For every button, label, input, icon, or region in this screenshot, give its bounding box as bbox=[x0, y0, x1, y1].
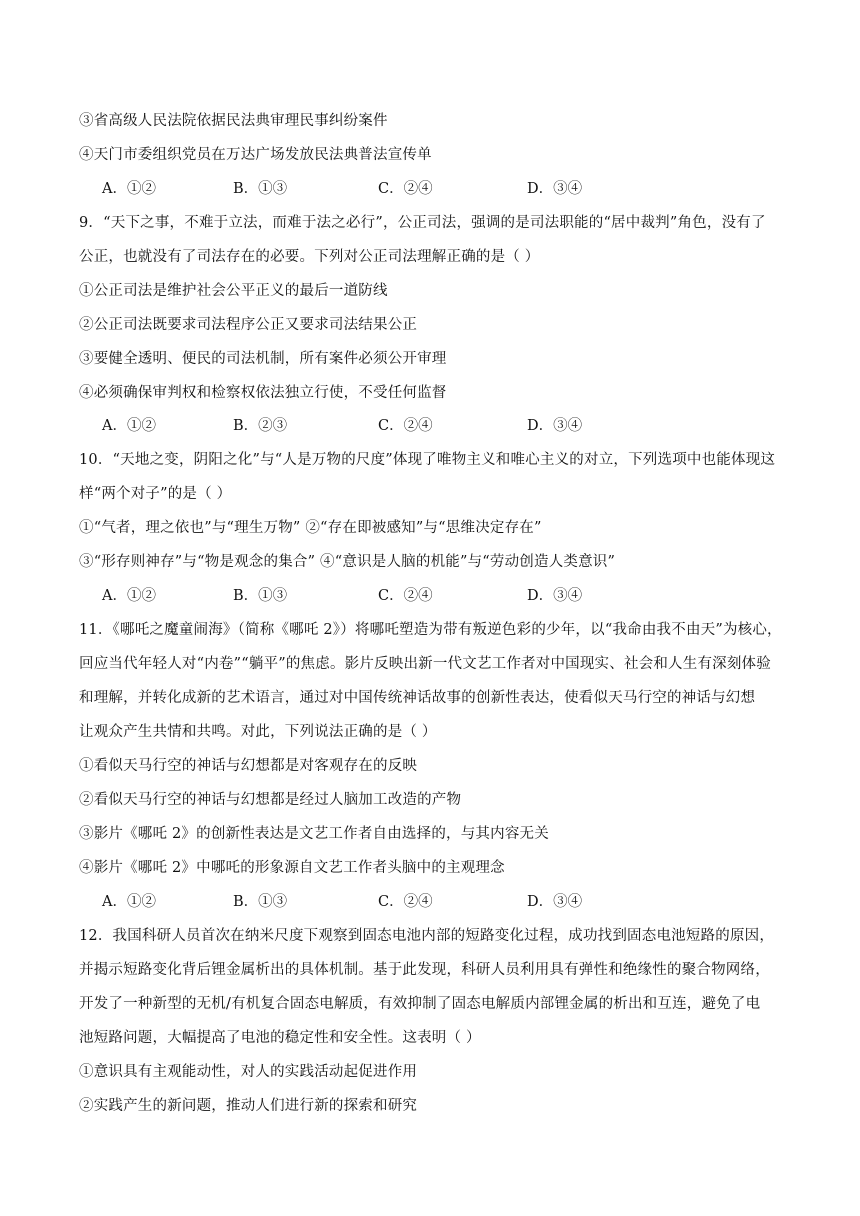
q12-stem-line-1: 12．我国科研人员首次在纳米尺度下观察到固态电池内部的短路变化过程，成功找到固态电池短路的原因， bbox=[79, 928, 775, 944]
q12-item-1: ①意识具有主观能动性，对人的实践活动起促进作用 bbox=[79, 1064, 418, 1080]
q12-item-2: ②实践产生的新问题，推动人们进行新的探索和研究 bbox=[79, 1098, 418, 1114]
q11-item-4: ④影片《哪吒 2》中哪吒的形象源自文艺工作者头脑中的主观理念 bbox=[79, 860, 505, 876]
q8-item-4: ④天门市委组织党员在万达广场发放民法典普法宣传单 bbox=[79, 147, 432, 163]
q9-option-d[interactable]: D．③④ bbox=[527, 418, 583, 434]
q11-stem-line-3: 和理解，并转化成新的艺术语言，通过对中国传统神话故事的创新性表达，使看似天马行空的神话与幻想 bbox=[79, 690, 756, 706]
q11-option-b[interactable]: B．①③ bbox=[233, 894, 288, 910]
q10-option-b[interactable]: B．①③ bbox=[233, 588, 288, 604]
q10-option-c[interactable]: C．②④ bbox=[378, 588, 433, 604]
q9-item-3: ③要健全透明、便民的司法机制，所有案件必须公开审理 bbox=[79, 351, 447, 367]
q9-item-4: ④必须确保审判权和检察权依法独立行使，不受任何监督 bbox=[79, 385, 447, 401]
q11-option-a[interactable]: A．①② bbox=[102, 894, 156, 910]
q9-item-1: ①公正司法是维护社会公平正义的最后一道防线 bbox=[79, 283, 388, 299]
q11-stem-line-2: 回应当代年轻人对“内卷”“躺平”的焦虑。影片反映出新一代文艺工作者对中国现实、社会和人生有深刻体验 bbox=[79, 656, 771, 672]
q11-item-1: ①看似天马行空的神话与幻想都是对客观存在的反映 bbox=[79, 758, 418, 774]
q8-option-b[interactable]: B．①③ bbox=[233, 181, 288, 197]
q8-option-c[interactable]: C．②④ bbox=[378, 181, 433, 197]
q9-option-b[interactable]: B．②③ bbox=[233, 418, 288, 434]
q11-stem-line-4: 让观众产生共情和共鸣。对此，下列说法正确的是（ ） bbox=[79, 724, 437, 740]
q11-option-d[interactable]: D．③④ bbox=[527, 894, 583, 910]
q9-option-c[interactable]: C．②④ bbox=[378, 418, 433, 434]
q8-item-3: ③省高级人民法院依据民法典审理民事纠纷案件 bbox=[79, 113, 388, 129]
q12-stem-line-2: 并揭示短路变化背后锂金属析出的具体机制。基于此发现，科研人员利用具有弹性和绝缘性的聚合物网络， bbox=[79, 962, 770, 978]
q10-option-d[interactable]: D．③④ bbox=[527, 588, 583, 604]
q12-stem-line-4: 池短路问题，大幅提高了电池的稳定性和安全性。这表明（ ） bbox=[79, 1030, 481, 1046]
q10-stem-line-2: 样“两个对子”的是（ ） bbox=[79, 486, 232, 502]
q9-stem-line-1: 9．“天下之事，不难于立法，而难于法之必行”，公正司法，强调的是司法职能的“居中裁判”角色，没有了 bbox=[79, 215, 766, 231]
q11-item-3: ③影片《哪吒 2》的创新性表达是文艺工作者自由选择的，与其内容无关 bbox=[79, 826, 549, 842]
q9-item-2: ②公正司法既要求司法程序公正又要求司法结果公正 bbox=[79, 317, 418, 333]
q8-option-d[interactable]: D．③④ bbox=[527, 181, 583, 197]
q10-items-row-2: ③“形存则神存”与“物是观念的集合” ④“意识是人脑的机能”与“劳动创造人类意识” bbox=[79, 554, 616, 570]
q11-stem-line-1: 11．《哪吒之魔童闹海》（简称《哪吒 2》）将哪吒塑造为带有叛逆色彩的少年，以“我命由我不由天”为核心， bbox=[79, 622, 782, 638]
q10-items-row-1: ①“气者，理之依也”与“理生万物” ②“存在即被感知”与“思维决定存在” bbox=[79, 520, 542, 536]
q10-stem-line-1: 10．“天地之变，阴阳之化”与“人是万物的尺度”体现了唯物主义和唯心主义的对立，下列选项中也能体现这 bbox=[79, 452, 776, 468]
q12-stem-line-3: 开发了一种新型的无机/有机复合固态电解质，有效抑制了固态电解质内部锂金属的析出和互连，避免了电 bbox=[79, 996, 761, 1012]
q9-option-a[interactable]: A．①② bbox=[102, 418, 156, 434]
q11-item-2: ②看似天马行空的神话与幻想都是经过人脑加工改造的产物 bbox=[79, 792, 462, 808]
q8-option-a[interactable]: A．①② bbox=[102, 181, 156, 197]
q9-stem-line-2: 公正，也就没有了司法存在的必要。下列对公正司法理解正确的是（ ） bbox=[79, 249, 540, 265]
q10-option-a[interactable]: A．①② bbox=[102, 588, 156, 604]
q11-option-c[interactable]: C．②④ bbox=[378, 894, 433, 910]
